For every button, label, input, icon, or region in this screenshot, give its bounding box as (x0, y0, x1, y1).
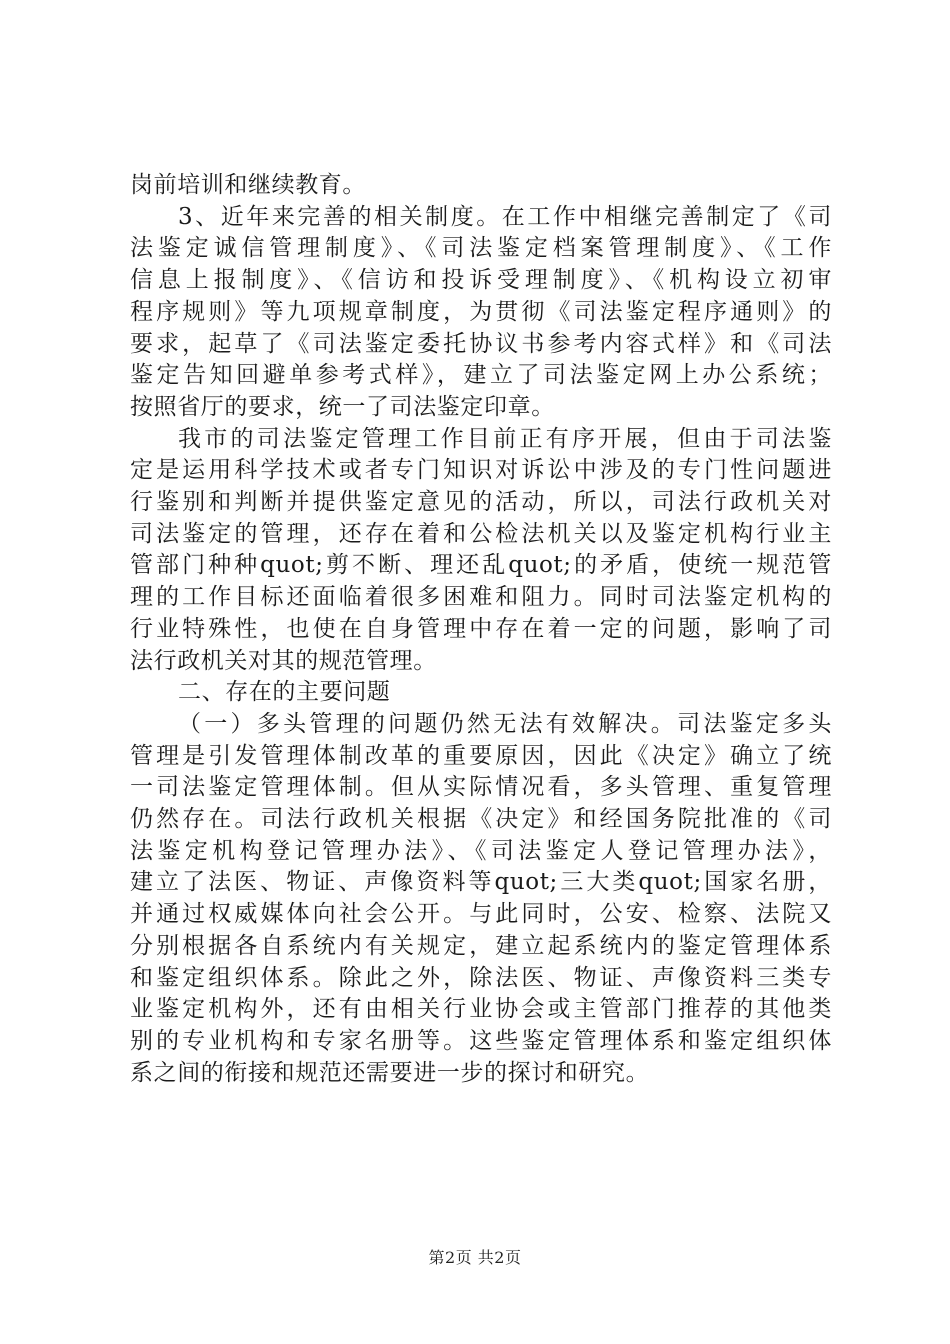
text-line: 行业特殊性，也使在自身管理中存在着一定的问题，影响了司 (130, 615, 832, 642)
text-line: 一司法鉴定管理体制。但从实际情况看，多头管理、重复管理 (130, 774, 832, 801)
text-line: 法行政机关对其的规范管理。 (130, 647, 437, 674)
text-line: 和鉴定组织体系。除此之外，除法医、物证、声像资料三类专 (130, 964, 832, 991)
text-line: 二、存在的主要问题 (178, 679, 391, 706)
text-line: 并通过权威媒体向社会公开。与此同时，公安、检察、法院又 (130, 901, 832, 928)
text-line: 别的专业机构和专家名册等。这些鉴定管理体系和鉴定组织体 (130, 1027, 832, 1054)
text-line: 法鉴定机构登记管理办法》、《司法鉴定人登记管理办法》， (130, 837, 832, 864)
text-line: 管部门种种quot;剪不断、理还乱quot;的矛盾，使统一规范管 (130, 552, 832, 579)
text-line: 分别根据各自系统内有关规定，建立起系统内的鉴定管理体系 (130, 932, 832, 959)
text-line: 司法鉴定的管理，还存在着和公检法机关以及鉴定机构行业主 (130, 520, 832, 547)
document-body (130, 170, 832, 1089)
text-line: 鉴定告知回避单参考式样》，建立了司法鉴定网上办公系统； (130, 362, 832, 389)
text-line: 信息上报制度》、《信访和投诉受理制度》、《机构设立初审 (130, 267, 832, 294)
text-line: 业鉴定机构外，还有由相关行业协会或主管部门推荐的其他类 (130, 996, 832, 1023)
text-line: 法鉴定诚信管理制度》、《司法鉴定档案管理制度》、《工作 (130, 235, 832, 262)
text-line: 管理是引发管理体制改革的重要原因，因此《决定》确立了统 (130, 742, 832, 769)
text-line: 系之间的衔接和规范还需要进一步的探讨和研究。 (130, 1059, 650, 1086)
text-line: 岗前培训和继续教育。 (130, 172, 366, 198)
text-line: 行鉴别和判断并提供鉴定意见的活动，所以，司法行政机关对 (130, 489, 832, 516)
text-line: 3、近年来完善的相关制度。在工作中相继完善制定了《司 (178, 203, 832, 230)
text-line: 定是运用科学技术或者专门知识对诉讼中涉及的专门性问题进 (130, 457, 832, 484)
text-line: 按照省厅的要求，统一了司法鉴定印章。 (130, 393, 555, 420)
text-line: 建立了法医、物证、声像资料等quot;三大类quot;国家名册， (130, 869, 832, 896)
text-line: 要求，起草了《司法鉴定委托协议书参考内容式样》和《司法 (130, 330, 832, 357)
page-footer: 第2页 共2页 (428, 1248, 522, 1267)
body-paragraphs (130, 170, 832, 1089)
text-line: （一）多头管理的问题仍然无法有效解决。司法鉴定多头 (178, 710, 832, 737)
text-line: 我市的司法鉴定管理工作目前正有序开展，但由于司法鉴 (178, 425, 832, 452)
text-line: 理的工作目标还面临着很多困难和阻力。同时司法鉴定机构的 (130, 584, 832, 611)
text-line: 程序规则》等九项规章制度，为贯彻《司法鉴定程序通则》的 (130, 298, 832, 325)
text-line: 仍然存在。司法行政机关根据《决定》和经国务院批准的《司 (130, 806, 832, 833)
